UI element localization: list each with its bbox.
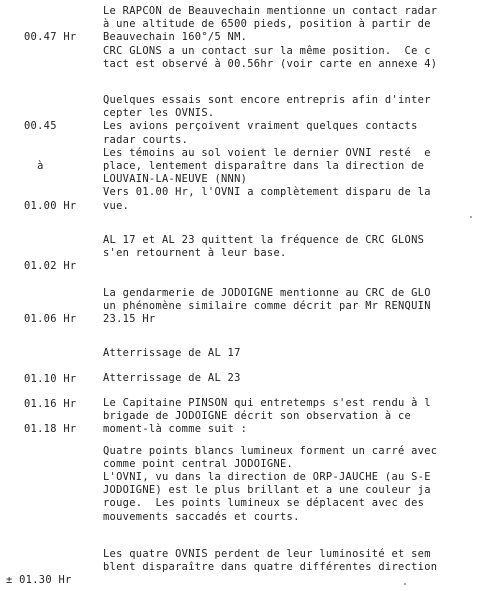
text-line: cepter les OVNIS.: [103, 107, 215, 120]
entry-text: [103, 372, 500, 385]
text-line: s'en retournent à leur base.: [103, 247, 287, 260]
time-line: 00.45: [24, 120, 57, 133]
text-line: Vers 01.00 Hr, l'OVNI a complètement disparu de la: [103, 186, 431, 199]
text-line: moment-là comme suit :: [103, 423, 248, 436]
time-line: 01.18 Hr: [24, 423, 77, 436]
text-line: à une altitude de 6500 pieds, position à partir de: [103, 18, 431, 31]
entry-time: [24, 287, 104, 353]
entry-time: [24, 94, 104, 239]
text-line: JODOIGNE) est le plus brillant et a une couleur ja: [103, 484, 431, 497]
entry-text: [103, 347, 500, 360]
text-line: AL 17 et AL 23 quittent la fréquence de CRC GLONS: [103, 234, 425, 246]
text-line: Le Capitaine PINSON qui entretemps s'est rendu à l: [103, 397, 431, 409]
text-line: Les avions perçoivent vraiment quelques contacts: [103, 120, 418, 133]
text-line: Les témoins au sol voient le dernier OVNI resté e: [103, 146, 431, 159]
text-line: La gendarmerie de JODOIGNE mentionne au CRC de GLO: [103, 287, 431, 299]
text-line: Les quatre OVNIS perdent de leur luminosité et sem: [103, 548, 431, 560]
entry-text: [103, 548, 500, 574]
text-line: mouvements saccadés et courts.: [103, 510, 300, 523]
text-line: blent disparaître dans quatre différentes direction: [103, 561, 438, 574]
time-line: 01.02 Hr: [24, 260, 77, 273]
text-line: Beauvechain 160°/5 NM.: [103, 31, 248, 44]
text-line: LOUVAIN-LA-NEUVE (NNN): [103, 173, 248, 186]
paragraph-gap: [103, 437, 500, 445]
text-line: Atterrissage de AL 17: [103, 347, 241, 359]
text-line: vue.: [103, 199, 130, 212]
time-line: 00.47 Hr: [24, 31, 77, 44]
entry-time: [24, 5, 104, 71]
text-line: radar courts.: [103, 133, 189, 146]
text-line: Le RAPCON de Beauvechain mentionne un contact radar: [103, 5, 438, 17]
entry-text: [103, 5, 500, 71]
text-line: comme point central JODOIGNE.: [103, 457, 294, 470]
text-line: brigade de JODOIGNE décrit son observation à ce: [103, 410, 412, 423]
text-line: rouge. Les points lumineux se déplacent avec des: [103, 497, 425, 510]
time-line: 01.00 Hr: [24, 199, 77, 212]
text-line: un phénomène similaire comme décrit par Mr RENQUIN: [103, 300, 431, 313]
text-line: Atterrissage de AL 23: [103, 372, 241, 384]
entry-text: [103, 94, 500, 213]
time-line: à: [24, 160, 44, 172]
entry-time: [24, 397, 104, 463]
entry-text: [103, 397, 500, 524]
scan-speck: [470, 216, 472, 218]
time-line: ± 01.30 Hr: [6, 574, 72, 587]
scan-speck: [404, 583, 406, 585]
time-line: 01.16 Hr: [24, 398, 77, 411]
entry-text: [103, 234, 500, 260]
entry-text: [103, 287, 500, 327]
text-line: Quelques essais sont encore entrepris afin d'inter: [103, 94, 431, 106]
text-line: L'OVNI, vu dans la direction de ORP-JAUCHE (au S-E: [103, 470, 431, 483]
text-line: tact est observé à 00.56hr (voir carte en annexe 4): [103, 57, 438, 70]
text-line: Quatre points blancs lumineux forment un carré avec: [103, 444, 438, 457]
text-line: place, lentement disparaître dans la direction de: [103, 159, 425, 172]
time-line: 01.10 Hr: [24, 373, 77, 386]
time-line: 01.06 Hr: [24, 313, 77, 326]
text-line: CRC GLONS a un contact sur la même position. Ce c: [103, 44, 431, 57]
entry-time: [6, 548, 86, 591]
text-line: 23.15 Hr: [103, 313, 156, 326]
